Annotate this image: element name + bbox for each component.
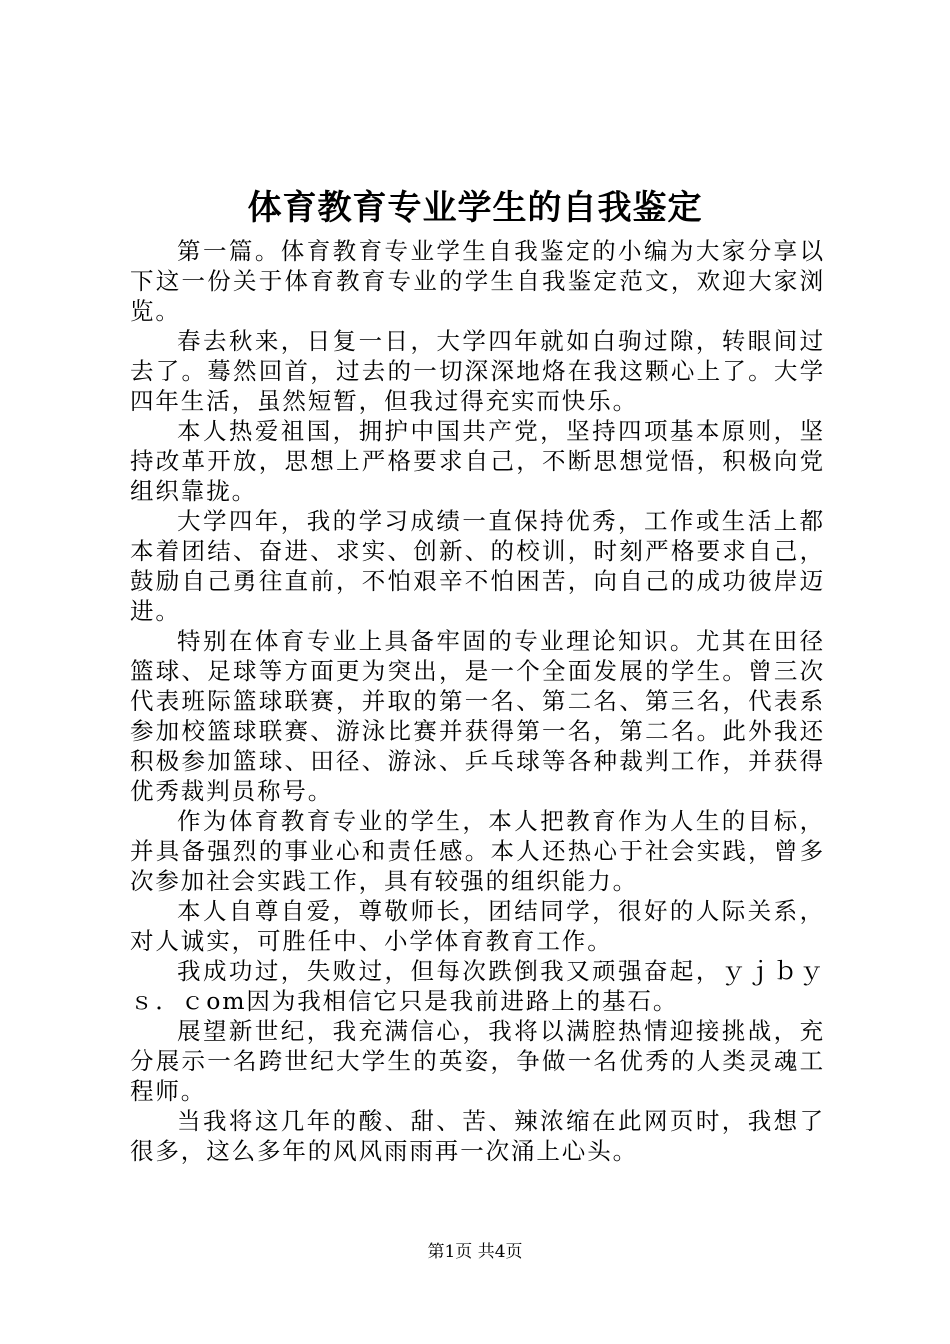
paragraph-7: 本人自尊自爱，尊敬师长，团结同学，很好的人际关系，对人诚实，可胜任中、小学体育教育工作。 [130, 897, 825, 955]
paragraph-1: 第一篇。体育教育专业学生自我鉴定的小编为大家分享以下这一份关于体育教育专业的学生自我鉴定范文，欢迎大家浏览。 [130, 237, 825, 325]
paragraph-5: 特别在体育专业上具备牢固的专业理论知识。尤其在田径篮球、足球等方面更为突出，是一个全面发展的学生。曾三次代表班际篮球联赛，并取的第一名、第二名、第三名，代表系参加校篮球联赛、游泳比赛并获得第一名，第二名。此外我还积极参加篮球、田径、游泳、乒乓球等各种裁判工作，并获得优秀裁判员称号。 [130, 627, 825, 805]
document-title: 体育教育专业学生的自我鉴定 [247, 188, 703, 228]
paragraph-9: 展望新世纪，我充满信心，我将以满腔热情迎接挑战，充分展示一名跨世纪大学生的英姿，争做一名优秀的人类灵魂工程师。 [130, 1017, 825, 1105]
paragraph-8: 我成功过，失败过，但每次跌倒我又顽强奋起，ｙｊｂｙｓ．ｃom因为我相信它只是我前进路上的基石。 [130, 957, 825, 1015]
paragraph-10: 当我将这几年的酸、甜、苦、辣浓缩在此网页时，我想了很多，这么多年的风风雨雨再一次涌上心头。 [130, 1107, 825, 1165]
page-footer: 第1页 共4页 [427, 1242, 523, 1262]
paragraph-2: 春去秋来，日复一日，大学四年就如白驹过隙，转眼间过去了。蓦然回首，过去的一切深深地烙在我这颗心上了。大学四年生活，虽然短暂，但我过得充实而快乐。 [130, 327, 825, 415]
paragraph-3: 本人热爱祖国，拥护中国共产党，坚持四项基本原则，坚持改革开放，思想上严格要求自己，不断思想觉悟，积极向党组织靠拢。 [130, 417, 825, 505]
paragraph-4: 大学四年，我的学习成绩一直保持优秀，工作或生活上都本着团结、奋进、求实、创新、的校训，时刻严格要求自己，鼓励自己勇往直前，不怕艰辛不怕困苦，向自己的成功彼岸迈进。 [130, 507, 825, 625]
paragraph-6: 作为体育教育专业的学生，本人把教育作为人生的目标，并具备强烈的事业心和责任感。本人还热心于社会实践，曾多次参加社会实践工作，具有较强的组织能力。 [130, 807, 825, 895]
document-body [130, 236, 825, 1166]
